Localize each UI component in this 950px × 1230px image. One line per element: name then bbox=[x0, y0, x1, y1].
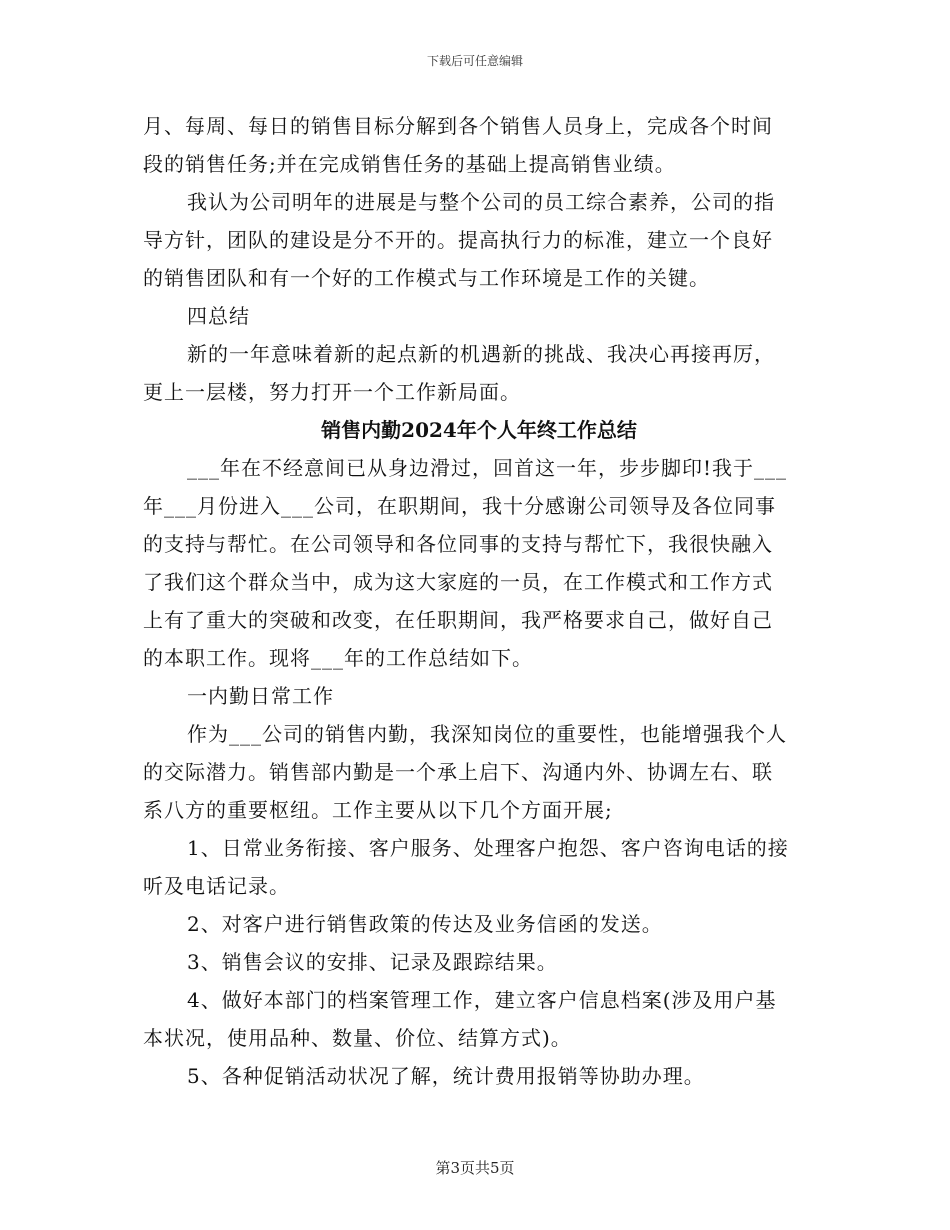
page-header-note: 下载后可任意编辑 bbox=[426, 54, 523, 68]
paragraph-line: 了我们这个群众当中，成为这大家庭的一员，在工作模式和工作方式 bbox=[143, 570, 773, 594]
paragraph-line: 系八方的重要枢纽。工作主要从以下几个方面开展; bbox=[143, 798, 613, 822]
paragraph-line: 段的销售任务;并在完成销售任务的基础上提高销售业绩。 bbox=[143, 152, 676, 176]
list-item-continuation: 本状况，使用品种、数量、价位、结算方式)。 bbox=[143, 1026, 572, 1050]
paragraph-line: 作为___公司的销售内勤，我深知岗位的重要性，也能增强我个人 bbox=[187, 722, 787, 746]
list-item-continuation: 听及电话记录。 bbox=[143, 874, 290, 898]
page-number: 第3页共5页 bbox=[435, 1159, 515, 1177]
list-item: 4、做好本部门的档案管理工作，建立客户信息档案(涉及用户基 bbox=[187, 988, 777, 1012]
section-heading-summary: 四总结 bbox=[187, 304, 250, 328]
paragraph-line: 更上一层楼，努力打开一个工作新局面。 bbox=[143, 380, 521, 404]
paragraph-line: 我认为公司明年的进展是与整个公司的员工综合素养，公司的指 bbox=[187, 190, 775, 214]
document-title: 销售内勤2024年个人年终工作总结 bbox=[321, 418, 637, 442]
list-item: 1、日常业务衔接、客户服务、处理客户抱怨、客户咨询电话的接 bbox=[187, 836, 789, 860]
paragraph-line: 的本职工作。现将___年的工作总结如下。 bbox=[143, 646, 533, 670]
section-heading-daily-work: 一内勤日常工作 bbox=[187, 684, 334, 708]
paragraph-line: 导方针，团队的建设是分不开的。提高执行力的标准，建立一个良好 bbox=[143, 228, 773, 252]
paragraph-line: ___年在不经意间已从身边滑过，回首这一年，步步脚印!我于___ bbox=[187, 456, 788, 480]
paragraph-line: 年___月份进入___公司，在职期间，我十分感谢公司领导及各位同事 bbox=[143, 494, 776, 518]
list-item: 3、销售会议的安排、记录及跟踪结果。 bbox=[187, 950, 558, 974]
list-item: 5、各种促销活动状况了解，统计费用报销等协助办理。 bbox=[187, 1064, 705, 1088]
document-body bbox=[143, 107, 815, 1095]
paragraph-line: 月、每周、每日的销售目标分解到各个销售人员身上，完成各个时间 bbox=[143, 114, 773, 138]
paragraph-line: 上有了重大的突破和改变，在任职期间，我严格要求自己，做好自己 bbox=[143, 608, 773, 632]
paragraph-line: 的支持与帮忙。在公司领导和各位同事的支持与帮忙下，我很快融入 bbox=[143, 532, 773, 556]
paragraph-line: 新的一年意味着新的起点新的机遇新的挑战、我决心再接再厉， bbox=[187, 342, 775, 366]
paragraph-line: 的交际潜力。销售部内勤是一个承上启下、沟通内外、协调左右、联 bbox=[143, 760, 773, 784]
paragraph-line: 的销售团队和有一个好的工作模式与工作环境是工作的关键。 bbox=[143, 266, 710, 290]
list-item: 2、对客户进行销售政策的传达及业务信函的发送。 bbox=[187, 912, 663, 936]
